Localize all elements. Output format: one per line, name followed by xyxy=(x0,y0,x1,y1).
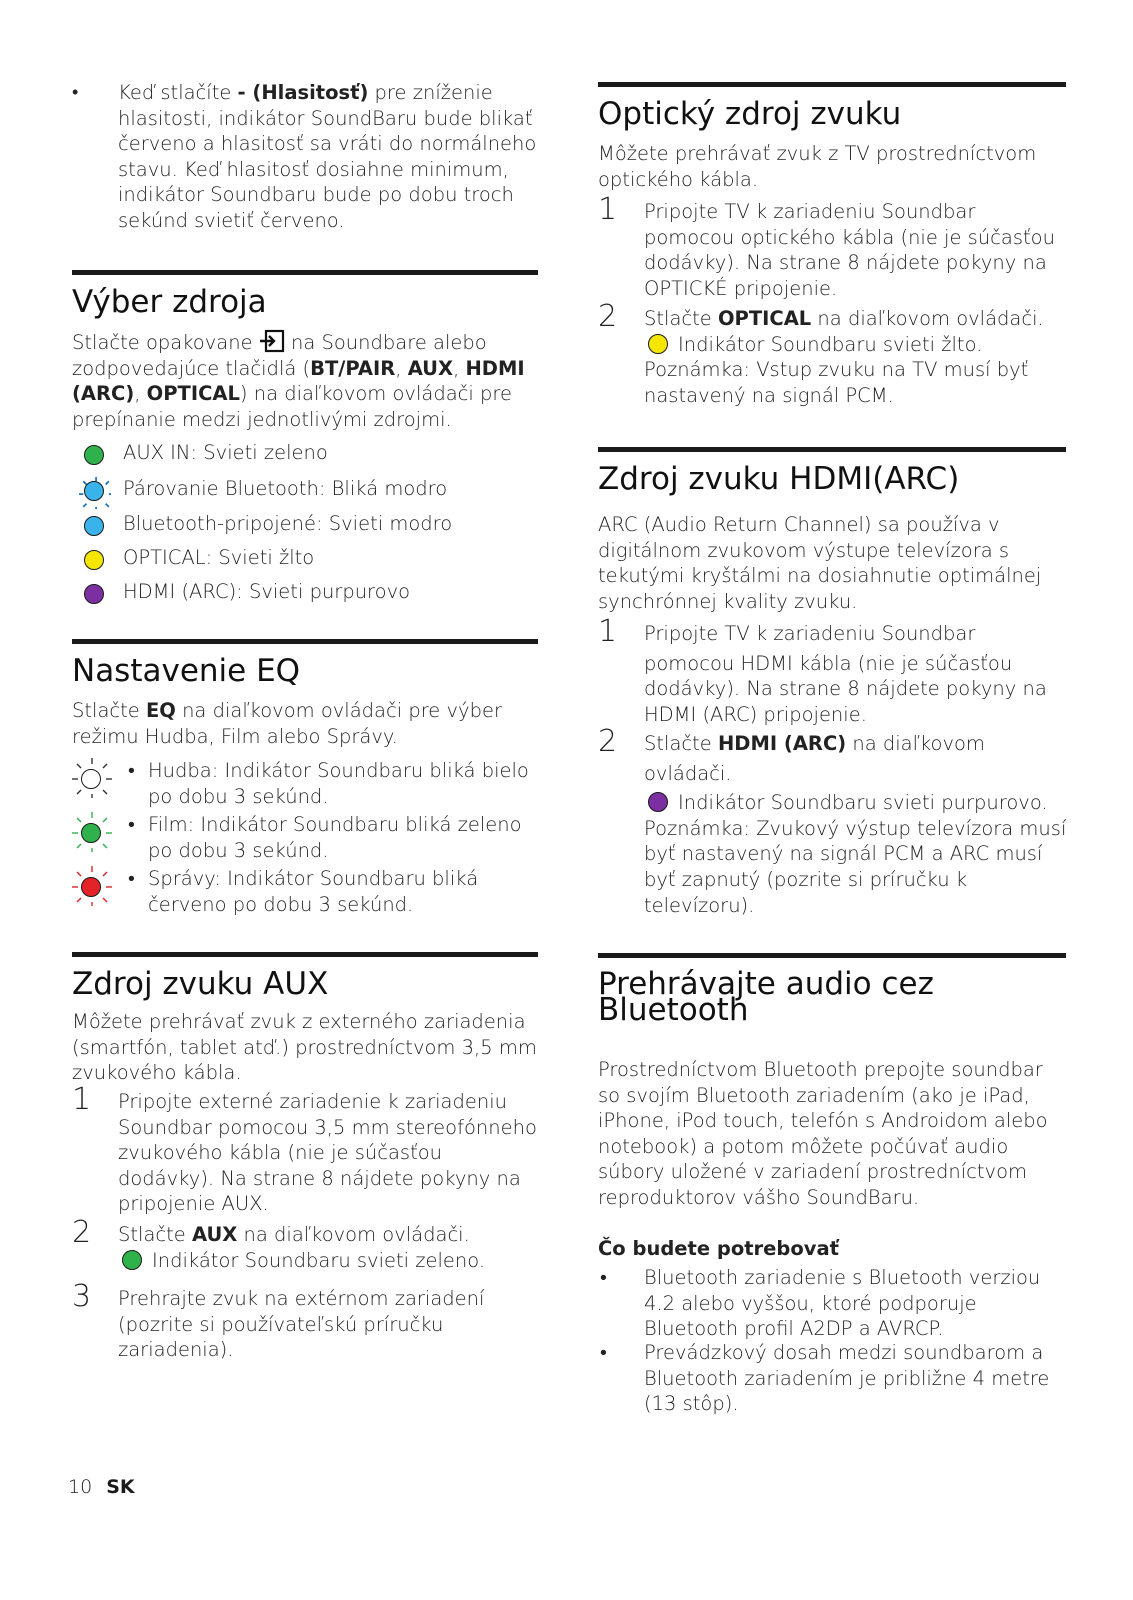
green-led-icon xyxy=(81,823,101,843)
yellow-led-icon xyxy=(84,550,104,570)
section-title-eq: Nastavenie EQ xyxy=(72,653,301,689)
white-led-icon xyxy=(81,769,101,789)
red-led-icon xyxy=(81,877,101,897)
vyber-zdroja-text: Stlačte opakovane na Soundbare alebo zodpovedajúce tlačidlá (BT/PAIR, AUX, HDMI (ARC), OPTICAL) na diaľkovom ovládači pre prepínanie medzi jednotlivými zdrojmi. xyxy=(72,331,525,431)
source-input-icon xyxy=(259,329,285,353)
language-code: SK xyxy=(106,1476,135,1498)
page-footer xyxy=(68,1476,135,1498)
section-divider xyxy=(598,953,1066,958)
requirements-heading: Čo budete potrebovať xyxy=(598,1237,839,1260)
blue-led-icon xyxy=(84,516,104,536)
hdmi-intro: ARC (Audio Return Channel) sa používa v digitálnom zvukovom výstupe televízora s tekutými kryštálmi na dosiahnutie optimálnej synchrónnej kvality zvuku. xyxy=(598,513,1042,613)
aux-intro: Môžete prehrávať zvuk z externého zariadenia (smartfón, tablet atď.) prostredníctvom 3,5 mm zvukového kábla. xyxy=(72,1010,537,1085)
section-divider xyxy=(72,952,538,957)
section-divider xyxy=(72,270,538,275)
section-title-aux: Zdroj zvuku AUX xyxy=(72,966,329,1002)
green-led-icon xyxy=(84,445,104,465)
page-number: 10 xyxy=(68,1476,93,1498)
section-title-bluetooth: Prehrávajte audio cez Bluetooth xyxy=(598,966,934,1028)
section-title-vyber-zdroja: Výber zdroja xyxy=(72,284,267,320)
section-title-hdmi: Zdroj zvuku HDMI(ARC) xyxy=(598,461,960,497)
optical-intro: Môžete prehrávať zvuk z TV prostredníctvom optického kábla. xyxy=(598,142,1037,191)
green-led-icon xyxy=(122,1250,142,1270)
purple-led-icon xyxy=(84,584,104,604)
section-divider xyxy=(72,639,538,644)
volume-note-text: Keď stlačíte - (Hlasitosť) pre zníženie hlasitosti, indikátor SoundBaru bude blikať červeno a hlasitosť sa vráti do normálneho stavu. Keď hlasitosť dosiahne minimum, indikátor Soundbaru bude po dobu troch sekúnd svietiť červeno. xyxy=(118,81,537,232)
bluetooth-intro: Prostredníctvom Bluetooth prepojte soundbar so svojím Bluetooth zariadením (ako je iPad, iPhone, iPod touch, telefón s Androidom alebo notebook) a potom môžete počúvať audio súbory uložené v zariadení prostredníctvom reproduktorov vášho SoundBaru. xyxy=(598,1058,1048,1209)
section-divider xyxy=(598,447,1066,452)
eq-text: Stlačte EQ na diaľkovom ovládači pre výber režimu Hudba, Film alebo Správy. xyxy=(72,699,502,748)
section-divider xyxy=(598,82,1066,87)
section-title-optical: Optický zdroj zvuku xyxy=(598,96,902,132)
yellow-led-icon xyxy=(648,334,668,354)
blue-led-icon xyxy=(84,481,104,501)
purple-led-icon xyxy=(648,792,668,812)
